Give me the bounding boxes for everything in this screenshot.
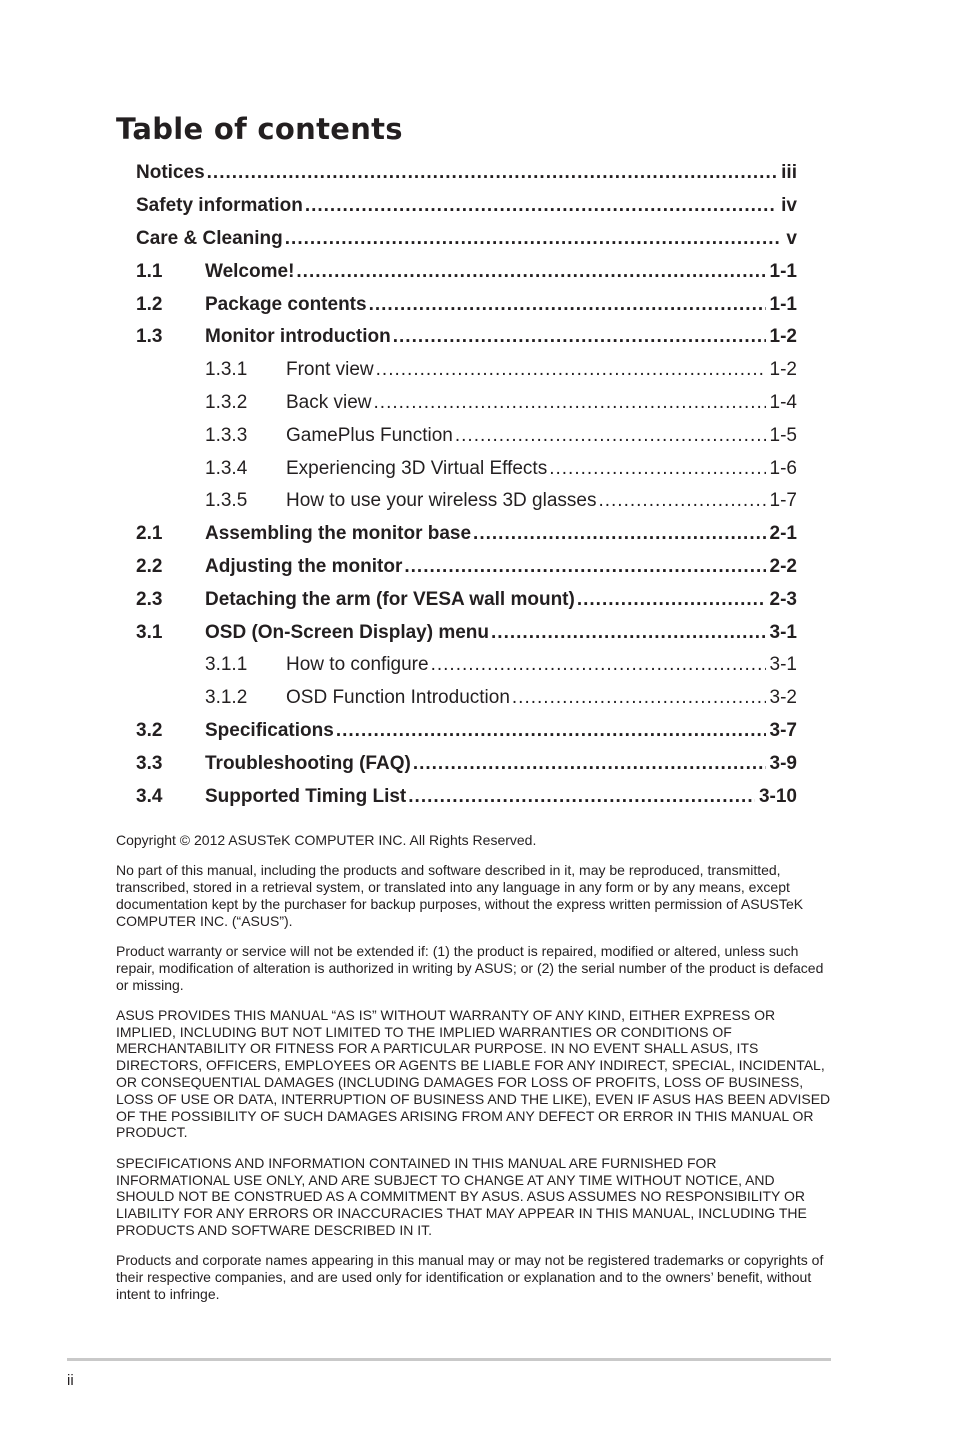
toc-entry-page: 1-1 (769, 260, 797, 282)
toc-dot-leader (404, 556, 765, 578)
toc-entry-title: Safety information (136, 195, 303, 217)
toc-entry-number: 1.3 (136, 326, 163, 348)
legal-paragraph: Products and corporate names appearing in this manual may or may not be registered trademarks or copyrights of their respective companies, and are used only for identification or explanation and to the owners’ benefit, without intent to infringe. (116, 1252, 824, 1302)
toc-dot-leader (598, 490, 765, 512)
toc-entry[interactable] (136, 190, 797, 223)
toc-entry-title: OSD (On-Screen Display) menu (205, 621, 490, 643)
toc-dot-leader (512, 687, 766, 709)
toc-entry-number: 3.1 (136, 621, 163, 643)
toc-entry-number: 3.4 (136, 785, 163, 807)
toc-dot-leader (549, 458, 765, 480)
toc-entry-page: 3-1 (769, 654, 797, 676)
toc-entry[interactable] (136, 223, 797, 256)
toc-entry-number: 1.1 (136, 260, 163, 282)
toc-dot-leader (577, 589, 766, 611)
toc-entry-title: Supported Timing List (205, 785, 407, 807)
toc-entry-page: 3-9 (769, 752, 797, 774)
toc-entry-page: 1-4 (769, 391, 797, 413)
toc-entry[interactable] (136, 321, 797, 354)
toc-dot-leader (305, 195, 777, 217)
page-title: Table of contents (116, 112, 403, 146)
toc-entry-number: 1.3.3 (205, 424, 248, 446)
toc-dot-leader (455, 425, 766, 447)
toc-entry[interactable] (136, 452, 797, 485)
toc-entry-page: 2-1 (769, 523, 797, 545)
toc-entry-title: Notices (136, 162, 205, 184)
toc-entry-number: 1.3.5 (205, 490, 248, 512)
toc-entry-page: iii (781, 162, 797, 184)
toc-dot-leader (336, 720, 766, 742)
toc-dot-leader (285, 228, 783, 250)
copyright-line: Copyright © 2012 ASUSTeK COMPUTER INC. All Rights Reserved. (116, 832, 537, 848)
toc-entry-title: How to configure (286, 654, 429, 676)
toc-dot-leader (207, 162, 778, 184)
toc-entry-page: 3-7 (769, 719, 797, 741)
toc-entry-title: Assembling the monitor base (205, 523, 472, 545)
toc-dot-leader (374, 392, 766, 414)
toc-entry-page: 1-2 (769, 326, 797, 348)
toc-entry-title: Back view (286, 391, 372, 413)
table-of-contents (136, 157, 797, 813)
toc-entry-number: 1.3.1 (205, 359, 248, 381)
legal-paragraph: Product warranty or service will not be extended if: (1) the product is repaired, modified or altered, unless such repair, modification of alteration is authorized in writing by ASUS; or (2) the serial number of the product is defaced or missing. (116, 942, 824, 993)
toc-entry-title: Experiencing 3D Virtual Effects (286, 457, 548, 479)
toc-dot-leader (369, 294, 766, 316)
toc-entry-page: 1-1 (769, 293, 797, 315)
toc-entry[interactable] (136, 583, 797, 616)
toc-entry-number: 1.3.4 (205, 457, 248, 479)
toc-entry-number: 3.2 (136, 719, 163, 741)
toc-entry[interactable] (136, 485, 797, 518)
toc-entry-title: Package contents (205, 293, 367, 315)
legal-paragraph: No part of this manual, including the products and software described in it, may be reproduced, transmitted, transcribed, stored in a retrieval system, or translated into any language in any form or by any means, except documentation kept by the purchaser for backup purposes, without the express written permission of ASUSTeK COMPUTER INC. (“ASUS”). (116, 862, 804, 929)
toc-entry[interactable] (136, 616, 797, 649)
toc-entry-title: Specifications (205, 719, 334, 741)
toc-entry-page: iv (781, 195, 797, 217)
toc-entry[interactable] (136, 518, 797, 551)
toc-entry[interactable] (136, 387, 797, 420)
toc-entry-page: 3-1 (769, 621, 797, 643)
toc-entry[interactable] (136, 780, 797, 813)
toc-entry-title: Troubleshooting (FAQ) (205, 752, 411, 774)
toc-entry-page: 1-6 (769, 457, 797, 479)
toc-entry-number: 2.2 (136, 555, 163, 577)
legal-paragraph: ASUS PROVIDES THIS MANUAL “AS IS” WITHOUT WARRANTY OF ANY KIND, EITHER EXPRESS OR IMPLIED, INCLUDING BUT NOT LIMITED TO THE IMPLIED WARRANTIES OR CONDITIONS OF MERCHANTABILITY OR FITNESS FOR A PARTICULAR PURPOSE. IN NO EVENT SHALL ASUS, ITS DIRECTORS, OFFICERS, EMPLOYEES OR AGENTS BE LIABLE FOR ANY INDIRECT, SPECIAL, INCIDENTAL, OR CONSEQUENTIAL DAMAGES (INCLUDING DAMAGES FOR LOSS OF PROFITS, LOSS OF BUSINESS, LOSS OF USE OR DATA, INTERRUPTION OF BUSINESS AND THE LIKE), EVEN IF ASUS HAS BEEN ADVISED OF THE POSSIBILITY OF SUCH DAMAGES ARISING FROM ANY DEFECT OR ERROR IN THIS MANUAL OR PRODUCT. (116, 1006, 831, 1141)
toc-entry[interactable] (136, 551, 797, 584)
toc-dot-leader (491, 622, 766, 644)
toc-dot-leader (296, 261, 765, 283)
toc-entry-number: 1.2 (136, 293, 163, 315)
toc-entry-title: Detaching the arm (for VESA wall mount) (205, 588, 575, 610)
toc-entry-page: 3-2 (769, 687, 797, 709)
toc-entry-page: 1-2 (769, 359, 797, 381)
toc-entry-title: Welcome! (205, 260, 295, 282)
toc-entry-title: Care & Cleaning (136, 227, 283, 249)
toc-entry-number: 3.1.2 (205, 687, 248, 709)
toc-entry[interactable] (136, 747, 797, 780)
toc-entry-number: 3.3 (136, 752, 163, 774)
footer-divider (67, 1358, 831, 1361)
toc-entry[interactable] (136, 715, 797, 748)
toc-dot-leader (431, 654, 766, 676)
toc-entry[interactable] (136, 157, 797, 190)
legal-notice (116, 832, 832, 1316)
toc-entry-title: GamePlus Function (286, 424, 453, 446)
toc-entry-page: 1-5 (769, 424, 797, 446)
toc-entry[interactable] (136, 419, 797, 452)
toc-entry-title: Front view (286, 359, 374, 381)
toc-dot-leader (473, 523, 765, 545)
legal-paragraph: SPECIFICATIONS AND INFORMATION CONTAINED IN THIS MANUAL ARE FURNISHED FOR INFORMATIONAL USE ONLY, AND ARE SUBJECT TO CHANGE AT ANY TIME WITHOUT NOTICE, AND SHOULD NOT BE CONSTRUED AS A COMMITMENT BY ASUS. ASUS ASSUMES NO RESPONSIBILITY OR LIABILITY FOR ANY ERRORS OR INACCURACIES THAT MAY APPEAR IN THIS MANUAL, INCLUDING THE PRODUCTS AND SOFTWARE DESCRIBED IN IT. (116, 1154, 807, 1238)
toc-dot-leader (393, 326, 766, 348)
toc-entry-title: Monitor introduction (205, 326, 391, 348)
toc-entry[interactable] (136, 288, 797, 321)
toc-entry-number: 3.1.1 (205, 654, 248, 676)
toc-entry-page: 2-3 (769, 588, 797, 610)
toc-dot-leader (413, 753, 766, 775)
toc-entry-number: 1.3.2 (205, 391, 248, 413)
toc-entry-page: 1-7 (769, 490, 797, 512)
toc-entry[interactable] (136, 682, 797, 715)
toc-dot-leader (376, 359, 766, 381)
toc-entry-page: 3-10 (758, 785, 797, 807)
toc-entry-number: 2.3 (136, 588, 163, 610)
toc-entry[interactable] (136, 649, 797, 682)
toc-entry-title: How to use your wireless 3D glasses (286, 490, 597, 512)
toc-entry-page: 2-2 (769, 555, 797, 577)
toc-dot-leader (408, 786, 755, 808)
toc-entry-number: 2.1 (136, 523, 163, 545)
toc-entry-title: Adjusting the monitor (205, 555, 403, 577)
toc-entry-title: OSD Function Introduction (286, 687, 510, 709)
toc-entry-page: v (786, 227, 797, 249)
toc-entry[interactable] (136, 255, 797, 288)
page-number: ii (67, 1372, 74, 1389)
toc-entry[interactable] (136, 354, 797, 387)
